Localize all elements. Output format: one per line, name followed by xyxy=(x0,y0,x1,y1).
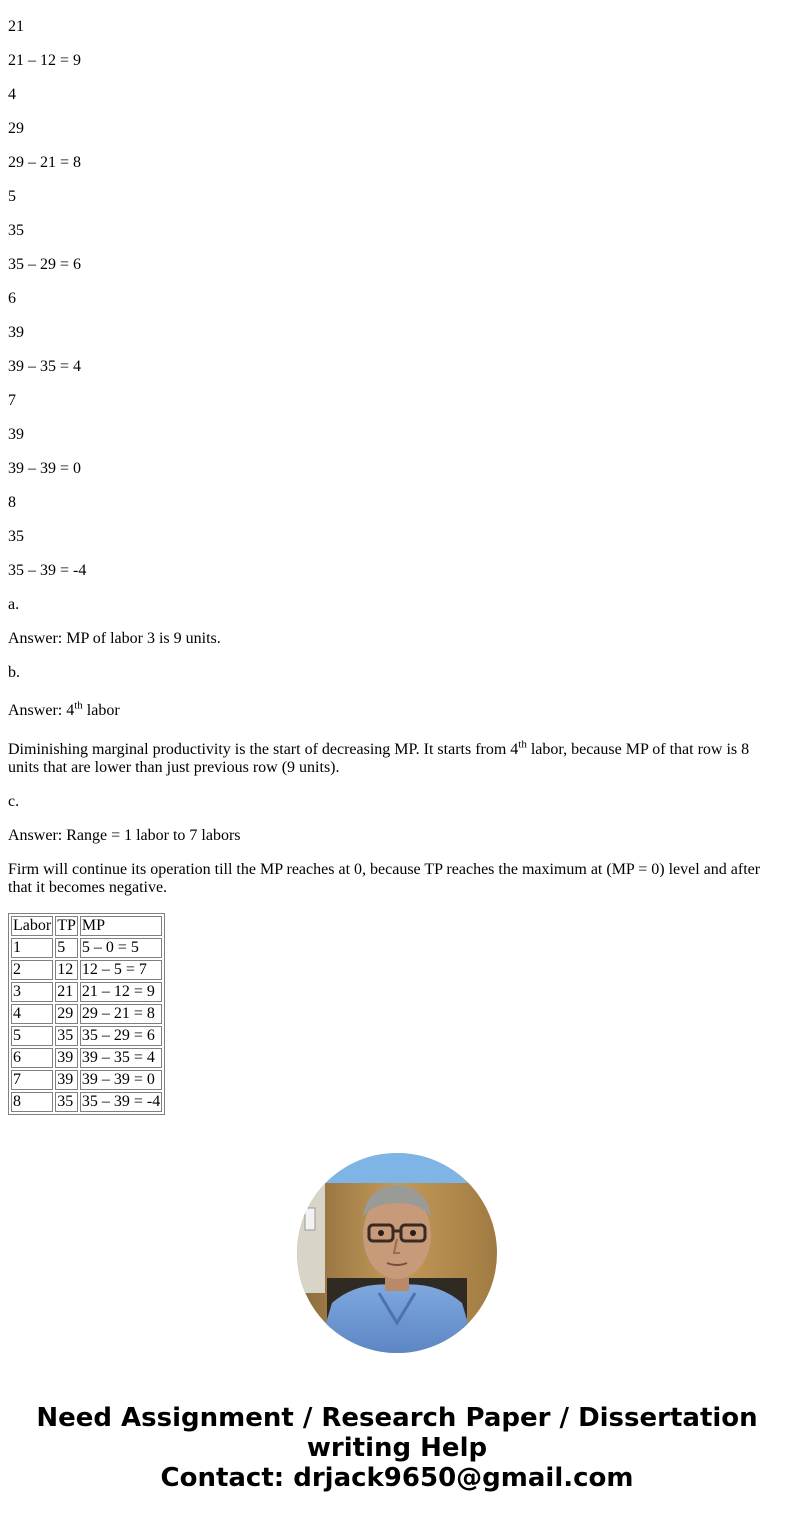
answer-c-label: c. xyxy=(8,793,20,810)
text-line: 5 xyxy=(8,188,16,205)
tutor-portrait-image xyxy=(297,1153,497,1353)
cell-labor: 8 xyxy=(11,1092,53,1112)
answer-b-sup: th xyxy=(74,699,83,712)
cell-tp: 29 xyxy=(55,1004,78,1024)
table-row xyxy=(11,1092,162,1112)
cell-tp: 12 xyxy=(55,960,78,980)
cell-labor: 4 xyxy=(11,1004,53,1024)
cell-mp: 39 – 39 = 0 xyxy=(80,1070,162,1090)
cell-mp: 35 – 39 = -4 xyxy=(81,1093,161,1110)
text-line: 8 xyxy=(8,494,16,511)
cell-mp: 29 – 21 = 8 xyxy=(80,1004,162,1024)
cell-tp: 35 xyxy=(55,1026,78,1046)
cell-labor: 1 xyxy=(11,938,53,958)
cell-labor: 5 xyxy=(11,1026,53,1046)
answer-b-suffix: labor xyxy=(82,702,120,719)
text-line: 39 – 39 = 0 xyxy=(8,460,82,477)
header-mp: MP xyxy=(80,916,162,936)
avatar xyxy=(297,1153,497,1353)
text-line: 35 xyxy=(8,528,24,545)
production-table xyxy=(8,913,165,1115)
cell-labor: 2 xyxy=(11,960,53,980)
table-row xyxy=(11,1026,162,1046)
promo-line-1: Need Assignment / Research Paper / Dissertation xyxy=(36,1403,758,1433)
text-line: 6 xyxy=(8,290,16,307)
cell-mp: 5 – 0 = 5 xyxy=(80,938,162,958)
text-line: 39 xyxy=(8,324,24,341)
cell-tp: 35 xyxy=(55,1092,78,1112)
cell-mp: 12 – 5 = 7 xyxy=(80,960,162,980)
answer-b-label: b. xyxy=(8,664,20,681)
table-row xyxy=(11,1004,162,1024)
text-line: 21 xyxy=(8,18,24,35)
cell-mp: 21 – 12 = 9 xyxy=(80,982,162,1002)
cell-labor: 3 xyxy=(11,982,53,1002)
promo-contact: Contact: drjack9650@gmail.com xyxy=(160,1463,634,1493)
text-line: 29 xyxy=(8,120,24,137)
answer-b-text xyxy=(8,699,120,720)
text-line: 29 – 21 = 8 xyxy=(8,154,82,171)
answer-b-explanation xyxy=(8,738,778,777)
answer-b-expl-part2: labor, because MP of that row is 8 units that are lower than just previous row (9 units). xyxy=(8,741,750,776)
text-line: 21 – 12 = 9 xyxy=(8,52,82,69)
cell-tp: 21 xyxy=(55,982,78,1002)
cell-mp: 35 – 29 = 6 xyxy=(80,1026,162,1046)
cell-mp: 39 – 35 = 4 xyxy=(80,1048,162,1068)
answer-b-expl-sup: th xyxy=(518,738,527,751)
table-row xyxy=(11,1070,162,1090)
cell-labor: 6 xyxy=(11,1048,53,1068)
header-tp: TP xyxy=(57,917,76,934)
text-line: 39 – 35 = 4 xyxy=(8,358,82,375)
answer-a-text: Answer: MP of labor 3 is 9 units. xyxy=(8,630,221,647)
promo-banner xyxy=(0,1403,794,1493)
table-row xyxy=(11,1048,162,1068)
answer-a-label: a. xyxy=(8,596,20,613)
text-line: 35 – 39 = -4 xyxy=(8,562,87,579)
promo-line-2: writing Help xyxy=(306,1433,488,1463)
cell-tp: 5 xyxy=(55,938,78,958)
answer-b-expl-part1: Diminishing marginal productivity is the start of decreasing MP. It starts from 4 xyxy=(8,741,519,758)
table-header-row xyxy=(11,916,162,936)
answer-c-text: Answer: Range = 1 labor to 7 labors xyxy=(8,827,241,844)
table-row xyxy=(11,982,162,1002)
text-line: 7 xyxy=(8,392,16,409)
text-line: 4 xyxy=(8,86,16,103)
answer-b-prefix: Answer: 4 xyxy=(8,702,75,719)
answer-c-explanation: Firm will continue its operation till the MP reaches at 0, because TP reaches the maximum at (MP = 0) level and after that it becomes negative. xyxy=(8,861,761,896)
cell-labor: 7 xyxy=(11,1070,53,1090)
cell-tp: 39 xyxy=(55,1048,78,1068)
table-row xyxy=(11,938,162,958)
table-row xyxy=(11,960,162,980)
text-line: 39 xyxy=(8,426,24,443)
cell-tp: 39 xyxy=(55,1070,78,1090)
text-line: 35 xyxy=(8,222,24,239)
text-line: 35 – 29 = 6 xyxy=(8,256,82,273)
header-labor: Labor xyxy=(13,917,52,934)
